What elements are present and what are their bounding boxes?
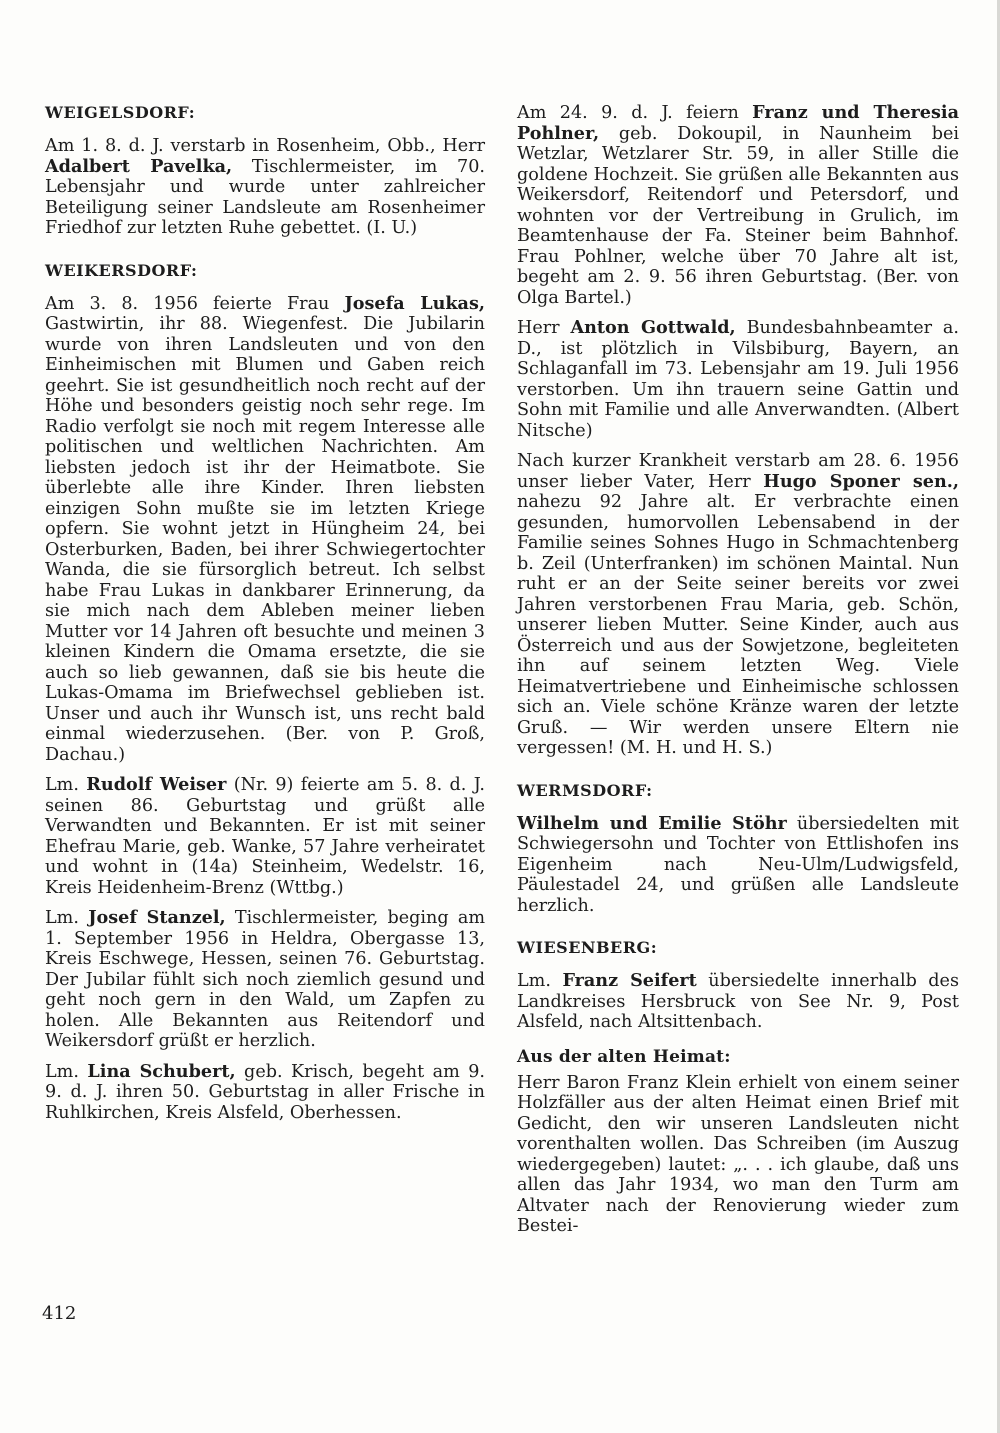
section-heading-wiesenberg: WIESENBERG: bbox=[517, 938, 658, 957]
person-name: Franz und Theresia Pohlner, bbox=[517, 102, 959, 144]
section-heading-weigelsdorf: WEIGELSDORF: bbox=[45, 103, 196, 122]
person-name: Lina Schubert, bbox=[87, 1060, 236, 1082]
person-name: Franz Seifert bbox=[562, 970, 697, 991]
person-name: Hugo Sponer sen., bbox=[763, 470, 959, 492]
person-name: Rudolf Weiser bbox=[86, 774, 227, 795]
section-heading-weikersdorf: WEIKERSDORF: bbox=[45, 260, 198, 280]
person-name: Josef Stanzel, bbox=[88, 907, 226, 928]
article-paragraph: Lm. Josef Stanzel, Tischlermeister, beging am 1. September 1956 in Heldra, Obergasse 13, Kreis Eschwege, Hessen, seinen 76. Geburtstag. Der Jubilar fühlt sich noch ziemlich gesund und geht noch gern in den Wald, um Zapfen zu holen. Alle Bekannten aus Reitendorf und Weikersdorf grüßt er herzlich. bbox=[45, 907, 485, 1051]
article-paragraph: Herr Baron Franz Klein erhielt von einem seiner Holzfäller aus der alten Heimat einen Brief mit Gedicht, den wir unseren Landsleuten nicht vorenthalten wollen. Das Schreiben (im Auszug wiedergegeben) lautet: „. . . ich glaube, daß uns allen das Jahr 1934, wo man den Turm am Altvater nach der Renovierung wieder zum Bestei- bbox=[517, 1072, 959, 1236]
left-column bbox=[45, 103, 485, 1133]
article-paragraph: Wilhelm und Emilie Stöhr übersiedelten mit Schwiegersohn und Tochter von Ettlishofen ins Eigenheim nach Neu-Ulm/Ludwigsfeld, Päulestadel 24, und grüßen alle Landsleute herzlich. bbox=[517, 812, 960, 916]
page-number: 412 bbox=[42, 1303, 77, 1324]
right-column bbox=[517, 103, 959, 1247]
article-paragraph: Lm. Lina Schubert, geb. Krisch, begeht am 9. 9. d. J. ihren 50. Geburtstag in aller Frische in Ruhlkirchen, Kreis Alsfeld, Oberhessen. bbox=[45, 1060, 485, 1123]
article-paragraph: Nach kurzer Krankheit verstarb am 28. 6. 1956 unser lieber Vater, Herr Hugo Sponer sen., nahezu 92 Jahre alt. Er verbrachte einen gesunden, humorvollen Lebensabend in der Familie seines Sohnes Hugo in Schmachtenberg b. Zeil (Unterfranken) im schönen Maintal. Nun ruht er an der Seite seiner bereits vor zwei Jahren verstorbenen Frau Maria, geb. Schön, unserer lieben Mutter. Seine Kinder, auch aus Österreich und aus der Sowjetzone, begleiteten ihn auf seinem letzten Weg. Viele Heimatvertriebene und Einheimische schlossen sich an. Viele schöne Kränze waren der letzte Gruß. — Wir werden unsere Eltern nie vergessen! (M. H. und H. S.) bbox=[517, 451, 959, 758]
article-paragraph: Am 3. 8. 1956 feierte Frau Josefa Lukas, Gastwirtin, ihr 88. Wiegenfest. Die Jubilarin wurde von ihren Landsleuten und von den Einheimischen mit Blumen und Gaben reich geehrt. Sie ist gesundheitlich noch recht auf der Höhe und besonders geistig noch sehr rege. Im Radio verfolgt sie noch mit regem Interesse alle politischen und weltlichen Nachrichten. Am liebsten jedoch ist ihr der Heimatbote. Sie überlebte alle ihre Kinder. Ihren liebsten einzigen Sohn mußte sie im letzten Kriege opfern. Sie wohnt jetzt in Hüngheim 24, bei Osterburken, Baden, bei ihrer Schwiegertochter Wanda, die sie fürsorglich betreut. Ich selbst habe Frau Lukas in dankbarer Erinnerung, da sie mich nach dem Ableben meiner lieben Mutter vor 14 Jahren oft besuchte und meinen 3 kleinen Kindern die Omama ersetzte, die sie auch so lieb gewannen, daß sie bis heute die Lukas-Omama im Briefwechsel geblieben ist. Unser und auch ihr Wunsch ist, uns recht bald einmal wiederzusehen. (Ber. von P. Groß, Dachau.) bbox=[45, 292, 485, 765]
person-name: Anton Gottwald, bbox=[570, 317, 736, 338]
person-name: Adalbert Pavelka, bbox=[45, 155, 233, 177]
article-paragraph: Lm. Franz Seifert übersiedelte innerhalb des Landkreises Hersbruck von See Nr. 9, Post Alsfeld, nach Altsittenbach. bbox=[517, 970, 959, 1032]
person-name: Wilhelm und Emilie Stöhr bbox=[517, 812, 787, 834]
article-paragraph: Am 1. 8. d. J. verstarb in Rosenheim, Obb., Herr Adalbert Pavelka, Tischlermeister, im 70. Lebensjahr und wurde unter zahlreicher Beteiligung seiner Landsleute am Rosenheimer Friedhof zur letzten Ruhe gebettet. (I. U.) bbox=[45, 136, 485, 238]
article-paragraph: Am 24. 9. d. J. feiern Franz und Theresia Pohlner, geb. Dokoupil, in Naunheim bei Wetzlar, Wetzlarer Str. 59, in aller Stille die goldene Hochzeit. Sie grüßen alle Bekannten aus Weikersdorf, Reitendorf und Petersdorf, und wohnten vor der Vertreibung in Grulich, im Beamtenhause der Fa. Steiner beim Bahnhof. Frau Pohlner, welche über 70 Jahre alt ist, begeht am 2. 9. 56 ihren Geburtstag. (Ber. von Olga Bartel.) bbox=[517, 102, 959, 308]
person-name: Josefa Lukas, bbox=[344, 292, 485, 314]
section-heading-aus-der-alten-heimat: Aus der alten Heimat: bbox=[517, 1046, 731, 1067]
section-heading-wermsdorf: WERMSDORF: bbox=[517, 780, 653, 800]
article-paragraph: Herr Anton Gottwald, Bundesbahnbeamter a. D., ist plötzlich in Vilsbiburg, Bayern, an Schlaganfall im 73. Lebensjahr am 19. Juli 1956 verstorben. Um ihn trauern seine Gattin und Sohn mit Familie und alle Anverwandten. (Albert Nitsche) bbox=[517, 317, 960, 441]
article-paragraph: Lm. Rudolf Weiser (Nr. 9) feierte am 5. 8. d. J. seinen 86. Geburtstag und grüßt alle Verwandten und Bekannten. Er ist mit seiner Ehefrau Marie, geb. Wanke, 57 Jahre verheiratet und wohnt in (14a) Steinheim, Wedelstr. 16, Kreis Heidenheim-Brenz (Wttbg.) bbox=[45, 774, 485, 898]
